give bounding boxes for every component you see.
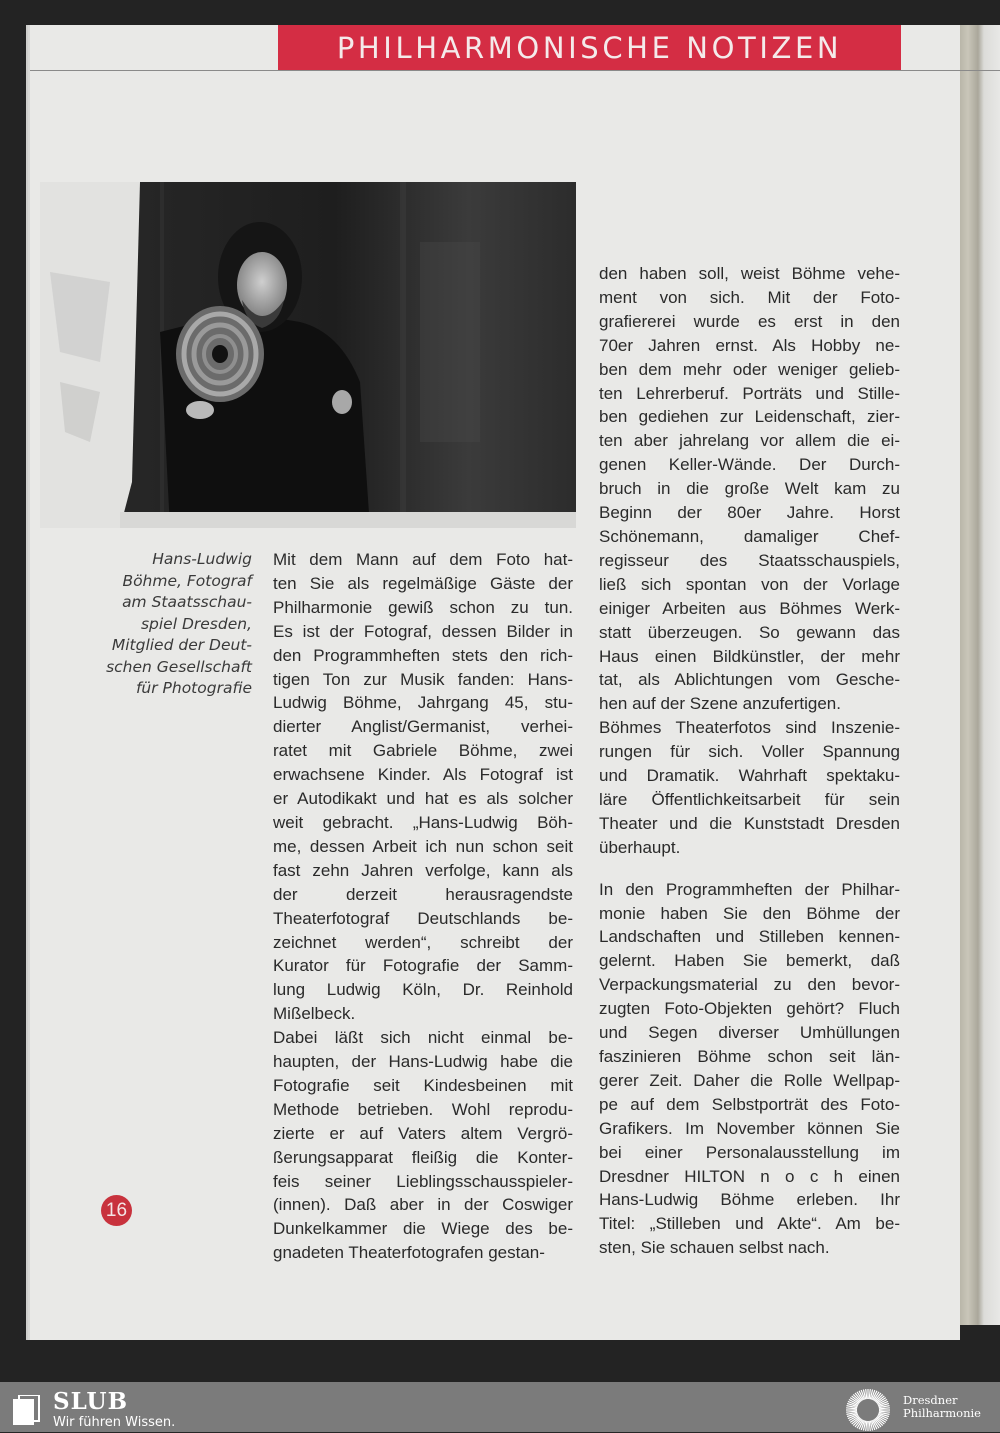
text-line: 70er Jahren ernst. Als Hobby ne- [599,335,900,355]
text-line: und Segen diverser Umhüllungen [599,1023,900,1043]
text-line: zeichnet werden“, schreibt der [273,932,573,952]
text-line: gerer Zeit. Daher die Rolle Wellpap- [599,1070,900,1090]
text-line: gelernt. Haben Sie bemerkt, daß [599,951,900,971]
facing-page-edge [960,25,1000,1325]
text-line: Kurator für Fotografie der Samm- [273,956,573,976]
slub-logo-icon[interactable] [13,1395,41,1425]
text-line: tigen Ton zur Musik fanden: Hans- [273,669,573,689]
text-line: ßerungsapparat fleißig die Konter- [273,1147,573,1167]
viewer-footer [0,1382,1000,1432]
text-line: den Programmheften stets den rich- [273,645,573,665]
article-paragraph [599,878,900,1261]
text-line: Hans-Ludwig Böhme erleben. Ihr [599,1190,900,1210]
text-line: dierter Anglist/Germanist, verhei- [273,717,573,737]
article-column-1 [273,548,573,1265]
caption-line: Böhme, Fotograf [122,571,252,590]
text-line: den haben soll, weist Böhme vehe- [599,264,900,283]
caption-line: schen Gesellschaft [106,657,252,676]
text-line: bruch in die große Welt kam zu [599,479,900,499]
text-line: rungen für sich. Voller Spannung [599,742,900,762]
dresdner-philharmonie-logo-icon[interactable] [842,1387,894,1433]
dresdner-philharmonie-logo-text[interactable] [903,1394,981,1420]
portrait-photo [40,182,576,528]
text-line: Dabei läßt sich nicht einmal be- [273,1028,573,1048]
header-rule [30,70,1000,71]
text-line: ment von sich. Mit der Foto- [599,287,900,307]
text-line: Ludwig Böhme, Jahrgang 45, stu- [273,693,573,713]
text-line: einiger Arbeiten aus Böhmes Werk- [599,598,900,618]
text-line: Schönemann, damaliger Chef- [599,526,900,546]
text-line: (innen). Daß aber in der Coswiger [273,1195,573,1215]
text-line: Titel: „Stilleben und Akte“. Am be- [599,1214,900,1234]
text-line: me, dessen Arbeit ich nun schon seit [273,836,573,856]
article-paragraph [599,262,900,860]
text-line: Haus einen Bildkünstler, der mehr [599,646,900,666]
slub-logo-tagline: Wir führen Wissen. [53,1415,176,1430]
text-line: Methode betrieben. Wohl reprodu- [273,1099,573,1119]
text-line: Theater und die Kunststadt Dresden [599,813,900,833]
text-line: Böhmes Theaterfotos sind Inszenie- [599,718,900,738]
text-line: Mit dem Mann auf dem Foto hat- [273,550,573,569]
caption-line: für Photografie [135,679,252,697]
text-line: feis seiner Lieblingsschausspieler- [273,1171,573,1191]
text-line: ratet mit Gabriele Böhme, zwei [273,741,573,761]
text-line: Theaterfotograf Deutschlands be- [273,908,573,928]
text-line: haupten, der Hans-Ludwig habe die [273,1052,573,1072]
text-line: bei einer Personalausstellung im [599,1142,900,1162]
photo-caption [100,549,252,700]
caption-line: Hans-Ludwig [152,550,252,568]
text-line: Fotografie seit Kindesbeinen mit [273,1075,573,1095]
text-line: überhaupt. [599,837,681,857]
paragraph-gap [599,860,900,878]
text-line: monie haben Sie den Böhme der [599,903,900,923]
text-line: Landschaften und Stilleben kennen- [599,927,900,947]
text-line: ben gediehen zur Leidenschaft, zier- [599,407,900,427]
text-line: Dresdner HILTON n o c h einen [599,1166,900,1186]
text-line: erwachsene Kinder. Als Fotograf ist [273,765,573,785]
text-line: Grafikers. Im November können Sie [599,1118,900,1138]
text-line: er Autodikakt und hat es als solcher [273,789,573,809]
text-line: gnadeten Theaterfotografen gestan- [273,1243,545,1263]
text-line: In den Programmheften der Philhar- [599,879,900,899]
caption-line: Mitglied der Deut- [111,636,252,654]
text-line: Verpackungsmaterial zu den bevor- [599,975,900,995]
slub-logo-title[interactable]: SLUB [53,1388,129,1415]
text-line: lung Ludwig Köln, Dr. Reinhold [273,980,573,1000]
text-line: zierte er auf Vaters altem Vergrö- [273,1123,573,1143]
text-line: ten Lehrerberuf. Porträts und Stille- [599,383,900,403]
section-title: PHILHARMONISCHE NOTIZEN [278,25,901,70]
text-line: ließ sich spontan von der Vorlage [599,574,900,594]
photo-illustration [40,182,576,528]
text-line: genen Keller-Wände. Der Durch- [599,455,900,475]
page-number: 16 [101,1195,132,1226]
text-line: sten, Sie schauen selbst nach. [599,1238,830,1258]
text-line: statt überzeugen. So gewann das [599,622,900,642]
text-line: grafiererei wurde es erst in den [599,311,900,331]
text-line: pe auf dem Selbstporträt des Foto- [599,1094,900,1114]
text-line: und Dramatik. Wahrhaft spektaku- [599,766,900,786]
logo-text-line: Dresdner [903,1393,958,1407]
text-line: der derzeit herausragendste [273,884,573,904]
text-line: faszinieren Böhme schon seit län- [599,1047,900,1066]
logo-text-line: Philharmonie [903,1406,981,1420]
caption-line: am Staatsschau- [122,593,252,611]
text-line: hen auf der Szene anzufertigen. [599,694,841,714]
text-line: Beginn der 80er Jahre. Horst [599,503,900,523]
text-line: zugten Foto-Objekten gehört? Fluch [599,999,900,1019]
text-line: Philharmonie gewiß schon zu tun. [273,597,573,617]
article-column-2 [599,262,900,1260]
text-line: Mißelbeck. [273,1004,356,1024]
text-line: regisseur des Staatsschauspiels, [599,550,900,570]
text-line: läre Öffentlichkeitsarbeit für sein [599,789,900,809]
text-line: Dunkelkammer die Wiege des be- [273,1219,573,1239]
text-line: ben dem mehr oder weniger gelieb- [599,359,900,379]
text-line: weit gebracht. „Hans-Ludwig Böh- [273,812,573,832]
text-line: ten aber jahrelang vor allem die ei- [599,431,900,451]
caption-line: spiel Dresden, [140,614,252,633]
text-line: tat, als Ablichtungen vom Gesche- [599,670,900,690]
text-line: Es ist der Fotograf, dessen Bilder in [273,621,573,641]
text-line: ten Sie als regelmäßige Gäste der [273,573,573,593]
text-line: fast zehn Jahren verfolge, kann als [273,860,573,880]
